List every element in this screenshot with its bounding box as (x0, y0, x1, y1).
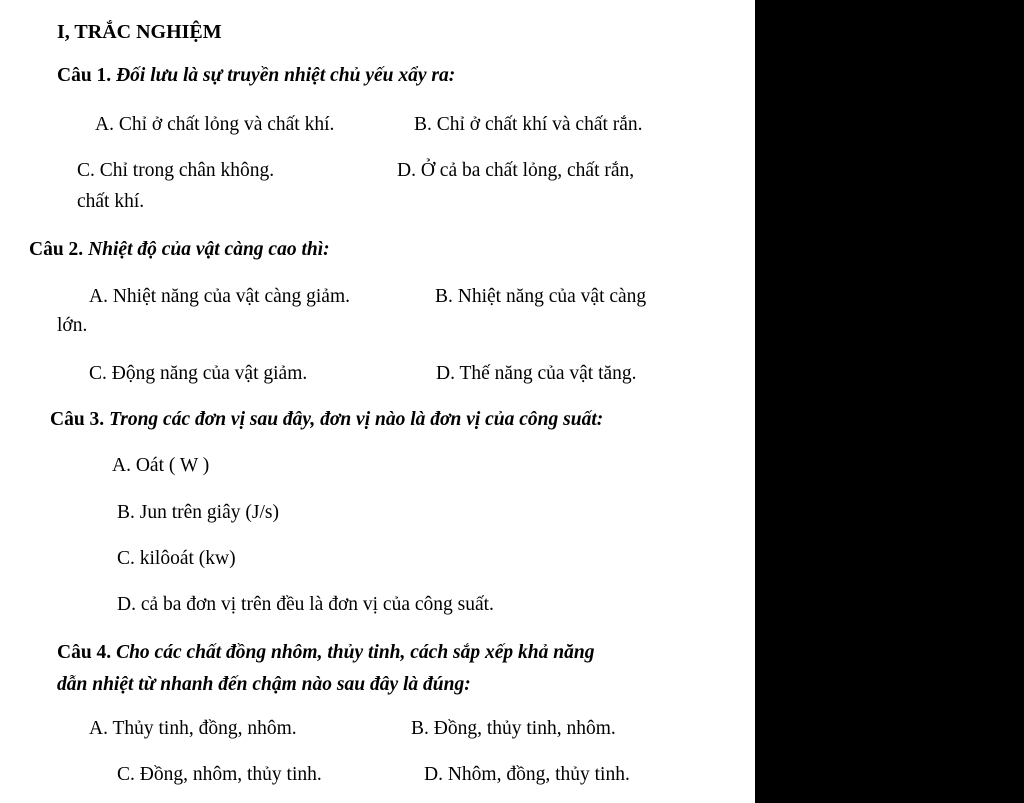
question-3-label: Câu 3. (50, 409, 105, 430)
question-2 (29, 238, 330, 262)
question-3-option-a: A. Oát ( W ) (112, 455, 210, 476)
question-4 (57, 641, 594, 665)
question-4-label: Câu 4. (57, 642, 112, 663)
section-heading: I, TRẮC NGHIỆM (57, 21, 222, 43)
question-4-option-b: B. Đồng, thủy tinh, nhôm. (411, 718, 616, 739)
question-1-option-d: D. Ở cả ba chất lỏng, chất rắn, (397, 160, 635, 181)
question-1-option-c: C. Chỉ trong chân không. (77, 160, 275, 181)
question-2-label: Câu 2. (29, 239, 84, 260)
question-3 (50, 408, 603, 432)
question-4-option-d: D. Nhôm, đồng, thủy tinh. (424, 764, 630, 785)
question-2-option-d: D. Thế năng của vật tăng. (436, 363, 637, 384)
black-margin (755, 0, 1024, 803)
question-3-text: Trong các đơn vị sau đây, đơn vị nào là đơn vị của công suất: (109, 409, 604, 430)
question-2-option-a: A. Nhiệt năng của vật càng giảm. (89, 286, 350, 307)
question-4-text: Cho các chất đồng nhôm, thủy tinh, cách sắp xếp khả năng (116, 642, 595, 663)
question-2-option-c: C. Động năng của vật giảm. (89, 363, 308, 384)
question-2-text: Nhiệt độ của vật càng cao thì: (88, 239, 330, 260)
question-3-option-b: B. Jun trên giây (J/s) (117, 502, 279, 523)
question-3-option-d: D. cả ba đơn vị trên đều là đơn vị của công suất. (117, 594, 494, 615)
question-2-option-b-continued: lớn. (57, 315, 88, 336)
question-1-text: Đối lưu là sự truyền nhiệt chủ yếu xẩy ra: (116, 65, 456, 86)
question-1-option-b: B. Chỉ ở chất khí và chất rắn. (414, 114, 643, 135)
question-1 (57, 64, 455, 88)
question-3-option-c: C. kilôoát (kw) (117, 548, 236, 569)
question-2-option-b: B. Nhiệt năng của vật càng (435, 286, 647, 307)
question-1-label: Câu 1. (57, 65, 112, 86)
question-4-option-a: A. Thủy tinh, đồng, nhôm. (89, 718, 297, 739)
question-1-option-a: A. Chỉ ở chất lỏng và chất khí. (95, 114, 335, 135)
question-1-option-d-continued: chất khí. (77, 191, 145, 212)
question-4-text-continued: dẫn nhiệt từ nhanh đến chậm nào sau đây là đúng: (57, 674, 471, 695)
question-4-option-c: C. Đồng, nhôm, thủy tinh. (117, 764, 322, 785)
